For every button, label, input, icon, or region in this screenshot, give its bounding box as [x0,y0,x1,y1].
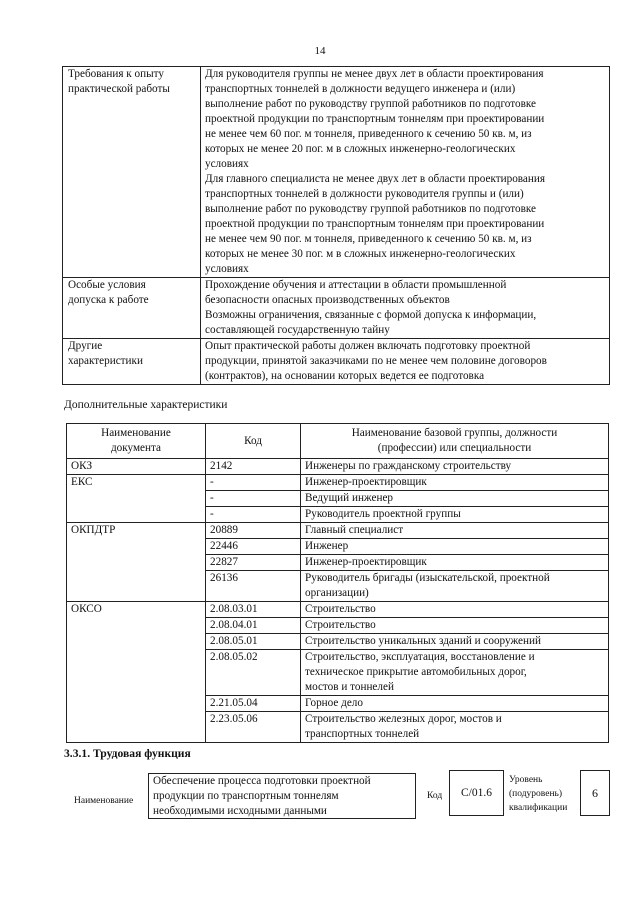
code-cell: 2.21.05.04 [206,696,301,712]
requirement-text-line: проектной продукции по транспортным тоннелям при проектировании [205,113,545,125]
specialty-name-line: Инженер-проектировщик [305,476,427,488]
specialty-name-line: Строительство уникальных зданий и сооружений [305,635,541,647]
requirement-label-line: допуска к работе [68,294,149,306]
requirement-text-line: выполнение работ по руководству группой работников по подготовке [205,98,536,110]
extra-characteristics-table [66,423,609,743]
labor-function-name-line: продукции по транспортным тоннелям [153,790,339,802]
requirement-text-line: (контрактов), на основании которых ведется ее подготовка [205,370,485,382]
table-row [67,459,609,475]
requirement-label-line: Другие [68,340,103,352]
code-cell: 2.08.05.02 [206,650,301,696]
specialty-name-line: Инженеры по гражданскому строительству [305,460,512,472]
specialty-name-line: Горное дело [305,697,363,709]
requirement-content [201,339,610,385]
specialty-name-cell [301,712,609,743]
code-cell: - [206,475,301,491]
specialty-name-cell [301,618,609,634]
specialty-name-cell [301,539,609,555]
requirement-row [63,339,610,385]
requirement-text-line: транспортных тоннелей в должности ведущего инженера и (или) [205,83,516,95]
header-name-line: (профессии) или специальности [377,442,532,454]
requirement-content [201,67,610,278]
specialty-name-cell [301,571,609,602]
document-name-cell: ОКСО [67,602,206,743]
header-code: Код [206,424,301,459]
specialty-name-line: транспортных тоннелей [305,728,420,740]
code-cell: 2142 [206,459,301,475]
qualification-level-label [509,773,579,815]
document-name-cell: ОКПДТР [67,523,206,602]
code-cell: - [206,507,301,523]
requirement-text-line: которых не менее 30 пог. м в сложных инженерно-геологических [205,248,516,260]
requirement-text-line: составляющей государственную тайну [205,324,390,336]
table-row [67,523,609,539]
specialty-name-line: Строительство [305,603,376,615]
specialty-name-line: Строительство [305,619,376,631]
requirement-content [201,278,610,339]
specialty-name-line: Строительство, эксплуатация, восстановление и [305,651,535,663]
specialty-name-cell [301,602,609,618]
requirement-text-line: проектной продукции по транспортным тоннелям при проектировании [205,218,545,230]
specialty-name-cell [301,696,609,712]
requirement-label [63,278,201,339]
header-name [301,424,609,459]
specialty-name-cell [301,459,609,475]
code-cell: 22446 [206,539,301,555]
code-cell: 2.08.03.01 [206,602,301,618]
requirement-label-line: Требования к опыту [68,68,164,80]
header-name-line: Наименование базовой группы, должности [351,427,558,439]
labor-function-name-label: Наименование [74,796,134,806]
header-document-line: Наименование [101,427,171,439]
code-cell: 22827 [206,555,301,571]
requirement-text-line: Возможны ограничения, связанные с формой допуска к информации, [205,309,537,321]
code-cell: 2.08.04.01 [206,618,301,634]
specialty-name-line: Руководитель проектной группы [305,508,461,520]
table-row [67,475,609,491]
header-document-line: документа [110,442,162,454]
requirement-label-line: характеристики [68,355,143,367]
specialty-name-line: мостов и тоннелей [305,681,394,693]
specialty-name-cell [301,523,609,539]
requirement-label [63,67,201,278]
qualification-level-label-line: квалификации [509,803,568,813]
requirement-text-line: не менее чем 60 пог. м тоннеля, приведенного к сечению 50 кв. м, из [205,128,532,140]
requirement-row [63,278,610,339]
specialty-name-cell [301,650,609,696]
page-number: 14 [314,45,326,57]
requirement-label-line: Особые условия [68,279,146,291]
specialty-name-line: Инженер-проектировщик [305,556,427,568]
requirement-text-line: Для главного специалиста не менее двух лет в области проектирования [205,173,546,185]
labor-function-code-label: Код [427,791,443,801]
code-cell: 2.23.05.06 [206,712,301,743]
requirement-text-line: транспортных тоннелей в должности руководителя группы и (или) [205,188,524,200]
specialty-name-line: Строительство железных дорог, мостов и [305,713,502,725]
requirement-text-line: продукции, принятой заказчиками по не менее чем половине договоров [205,355,547,367]
requirement-label-line: практической работы [68,83,170,95]
code-cell: - [206,491,301,507]
requirement-text-line: выполнение работ по руководству группой работников по подготовке [205,203,536,215]
specialty-name-cell [301,507,609,523]
code-cell: 26136 [206,571,301,602]
specialty-name-line: Инженер [305,540,349,552]
document-name-cell: ОКЗ [67,459,206,475]
table-row [67,602,609,618]
requirement-text-line: Для руководителя группы не менее двух лет в области проектирования [205,68,544,80]
requirement-text-line: Прохождение обучения и аттестации в области промышленной [205,279,507,291]
requirement-row [63,67,610,278]
specialty-name-cell [301,634,609,650]
specialty-name-cell [301,475,609,491]
requirement-text-line: Опыт практической работы должен включать подготовку проектной [205,340,531,352]
document-name-cell: ЕКС [67,475,206,523]
requirement-text-line: условиях [205,263,249,275]
specialty-name-line: организации) [305,587,369,599]
qualification-level-label-line: (подуровень) [509,789,563,799]
code-cell: 2.08.05.01 [206,634,301,650]
requirements-table [62,66,610,385]
specialty-name-line: Ведущий инженер [305,492,394,504]
requirement-text-line: не менее чем 90 пог. м тоннеля, приведенного к сечению 50 кв. м, из [205,233,532,245]
specialty-name-cell [301,491,609,507]
qualification-level-label-line: Уровень [509,775,543,785]
labor-function-name-box [148,773,416,819]
specialty-name-cell [301,555,609,571]
labor-function-name-line: Обеспечение процесса подготовки проектной [153,775,371,787]
requirement-text-line: безопасности опасных производственных объектов [205,294,450,306]
code-cell: 20889 [206,523,301,539]
table-header-row [67,424,609,459]
requirement-text-line: которых не менее 20 пог. м в сложных инженерно-геологических [205,143,516,155]
requirement-label [63,339,201,385]
section-title: 3.3.1. Трудовая функция [64,747,191,760]
extra-characteristics-heading: Дополнительные характеристики [64,399,228,411]
labor-function-name-line: необходимыми исходными данными [153,805,327,817]
labor-function-code: С/01.6 [449,770,504,816]
specialty-name-line: Главный специалист [305,524,404,536]
header-document [67,424,206,459]
specialty-name-line: Руководитель бригады (изыскательской, проектной [305,572,550,584]
specialty-name-line: техническое прикрытие автомобильных дорог, [305,666,527,678]
qualification-level: 6 [580,770,610,816]
requirement-text-line: условиях [205,158,249,170]
